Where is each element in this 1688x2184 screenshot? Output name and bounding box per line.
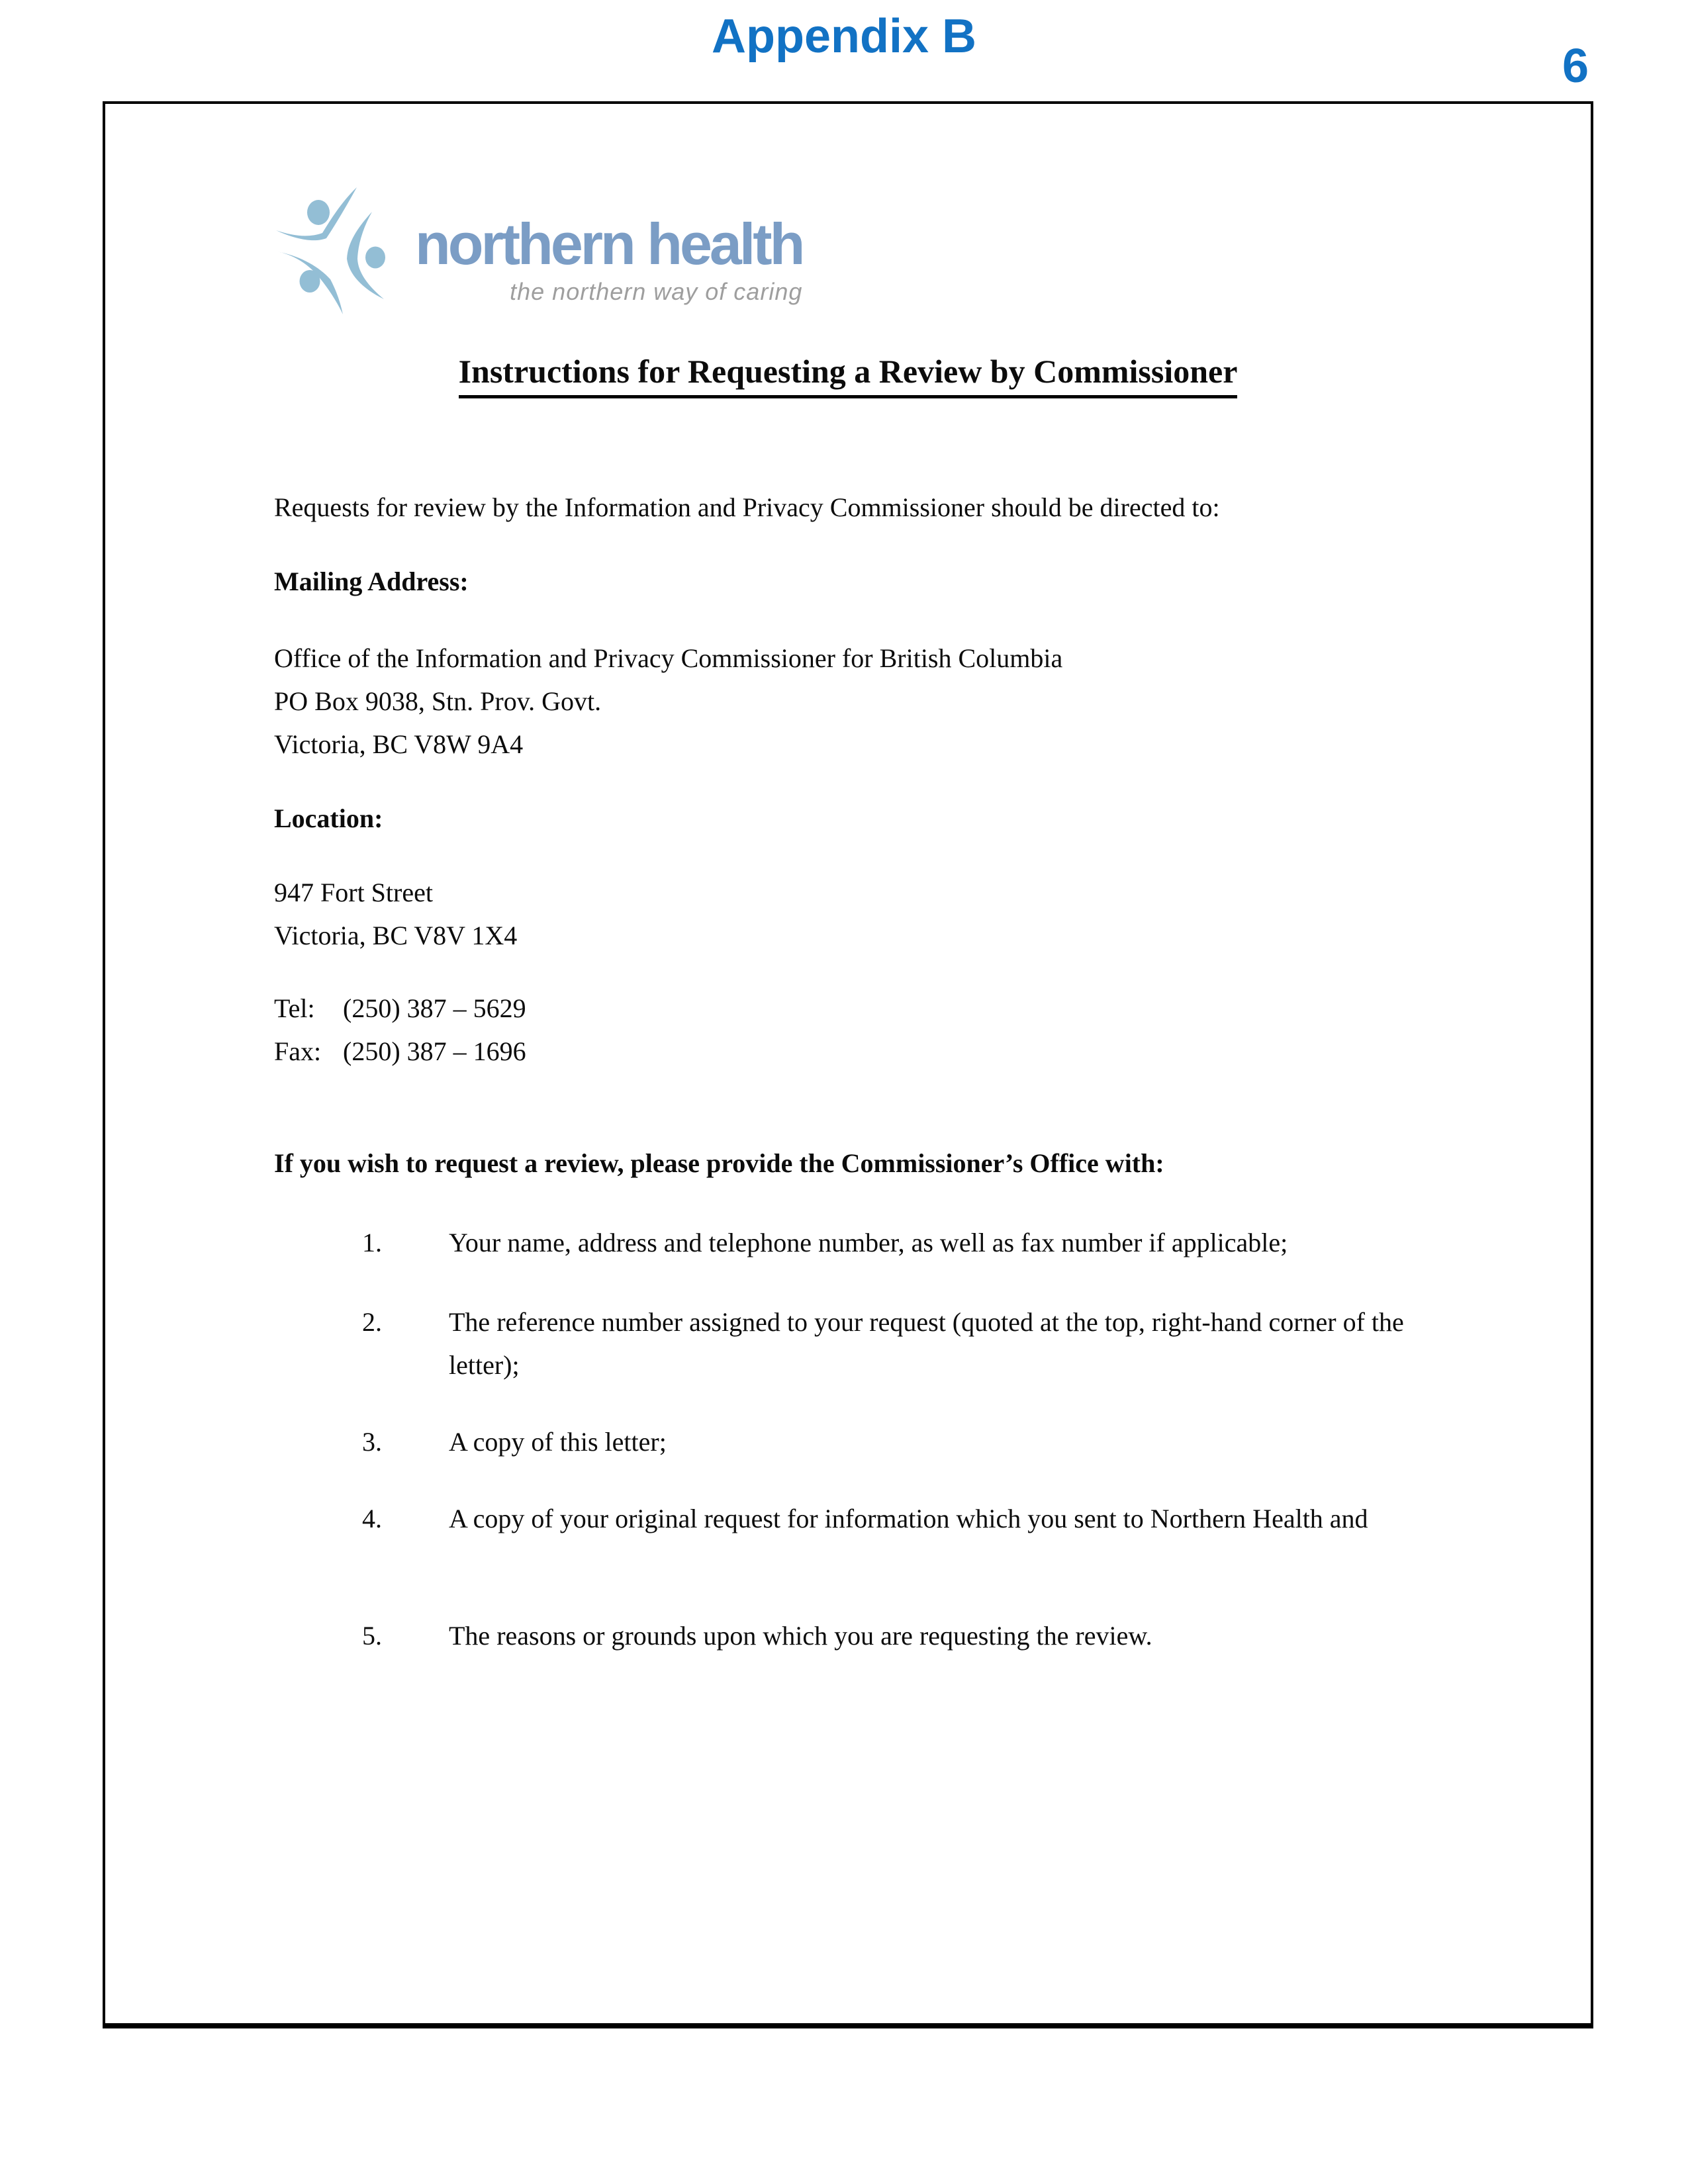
logo-text-block — [415, 211, 803, 305]
item-number: 5. — [362, 1621, 382, 1651]
mailing-address-line: Office of the Information and Privacy Commissioner for British Columbia — [274, 643, 1063, 673]
item-text: A copy of your original request for information which you sent to Northern Health and — [449, 1504, 1368, 1533]
item-number: 4. — [362, 1504, 382, 1533]
mailing-address-line: Victoria, BC V8W 9A4 — [274, 729, 524, 759]
item-text: A copy of this letter; — [449, 1427, 667, 1457]
list-item — [362, 1420, 1462, 1463]
document-frame — [103, 101, 1593, 2028]
northern-health-figures-icon — [276, 187, 389, 320]
logo-tagline: the northern way of caring — [510, 278, 803, 305]
logo-wordmark: northern health — [415, 211, 803, 277]
fax-value: (250) 387 – 1696 — [343, 1036, 526, 1066]
list-item — [362, 1614, 1462, 1657]
appendix-label: Appendix B — [711, 10, 976, 63]
location-block — [274, 871, 517, 957]
tel-label: Tel: — [274, 993, 315, 1023]
mailing-address-block — [274, 637, 1062, 766]
item-number: 3. — [362, 1427, 382, 1457]
list-item — [362, 1300, 1462, 1387]
document-title: Instructions for Requesting a Review by Commissioner — [459, 353, 1238, 398]
item-number: 1. — [362, 1228, 382, 1257]
list-intro: If you wish to request a review, please provide the Commissioner’s Office with: — [274, 1148, 1164, 1178]
item-text: Your name, address and telephone number, as well as fax number if applicable; — [449, 1228, 1288, 1257]
fax-label: Fax: — [274, 1036, 322, 1066]
tel-value: (250) 387 – 5629 — [343, 993, 526, 1023]
contact-block — [274, 987, 526, 1073]
item-text: The reference number assigned to your request (quoted at the top, right-hand corner of the letter); — [449, 1307, 1404, 1380]
item-number: 2. — [362, 1307, 382, 1337]
location-line: 947 Fort Street — [274, 878, 433, 907]
intro-paragraph: Requests for review by the Information and Privacy Commissioner should be directed to: — [274, 492, 1220, 522]
location-heading: Location: — [274, 803, 383, 833]
list-item — [362, 1497, 1462, 1540]
northern-health-logo — [276, 187, 802, 320]
logo-head-dot — [365, 247, 385, 269]
tel-row — [274, 987, 526, 1030]
list-item — [362, 1221, 1462, 1264]
mailing-address-heading: Mailing Address: — [274, 567, 469, 596]
logo-head-dot — [307, 200, 330, 225]
mailing-address-line: PO Box 9038, Stn. Prov. Govt. — [274, 686, 602, 716]
fax-row — [274, 1030, 526, 1073]
item-text: The reasons or grounds upon which you are requesting the review. — [449, 1621, 1152, 1651]
location-line: Victoria, BC V8V 1X4 — [274, 921, 518, 950]
page-number: 6 — [1562, 40, 1589, 93]
document-title-wrap — [105, 353, 1591, 398]
